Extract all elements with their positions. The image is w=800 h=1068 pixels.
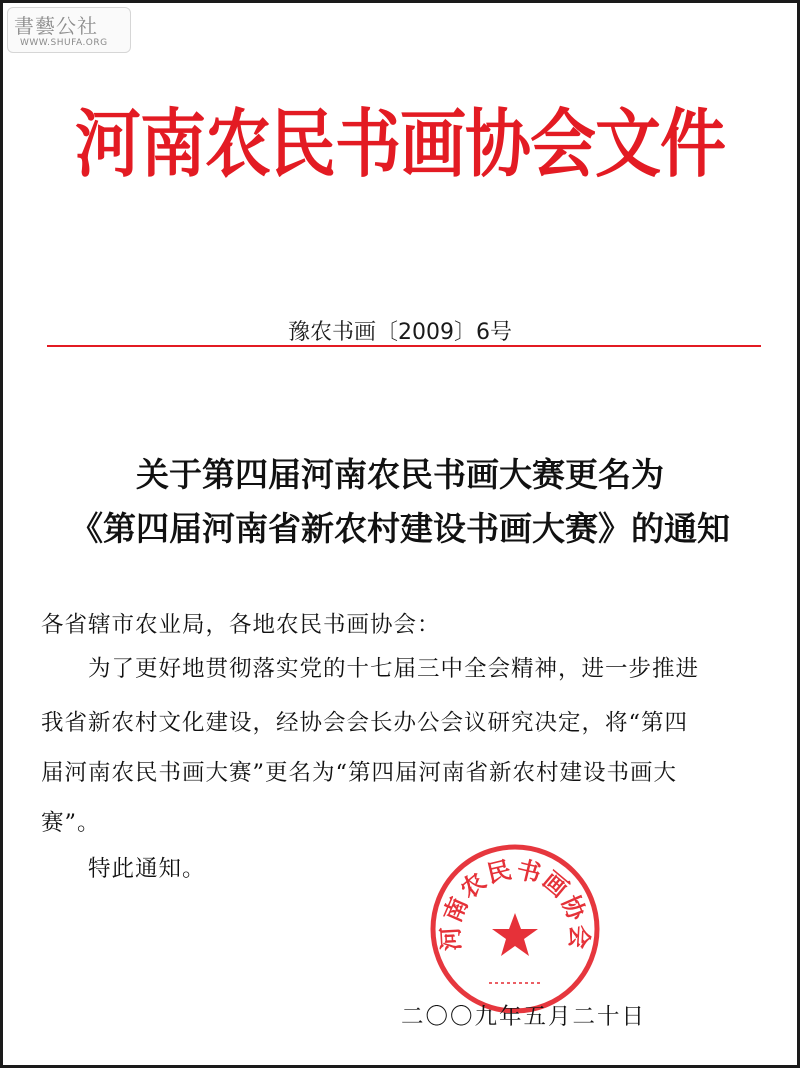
seal-text: 河南农民书画协会 bbox=[435, 854, 595, 952]
document-number: 豫农书画〔2009〕6号 bbox=[288, 320, 512, 345]
closing-remark: 特此通知。 bbox=[41, 856, 206, 882]
watermark-logo-text: 書藝公社 bbox=[14, 14, 98, 38]
red-divider-line bbox=[47, 345, 761, 347]
body-line: 为了更好地贯彻落实党的十七届三中全会精神，进一步推进 bbox=[41, 656, 700, 682]
salutation: 各省辖市农业局，各地农民书画协会： bbox=[41, 612, 441, 638]
watermark-logo bbox=[7, 7, 131, 53]
notice-title-line-2: 《第四届河南省新农村建设书画大赛》的通知 bbox=[70, 509, 730, 548]
body-line: 我省新农村文化建设，经协会会长办公会议研究决定，将“第四 bbox=[41, 710, 689, 736]
official-seal-stamp bbox=[427, 841, 603, 1017]
body-line: 赛”。 bbox=[41, 810, 101, 836]
notice-title-line-1: 关于第四届河南农民书画大赛更名为 bbox=[136, 455, 664, 494]
body-line: 届河南农民书画大赛”更名为“第四届河南省新农村建设书画大 bbox=[41, 760, 678, 786]
issue-date: 二〇〇九年五月二十日 bbox=[401, 1004, 647, 1030]
document-header-title: 河南农民书画协会文件 bbox=[75, 100, 725, 188]
watermark-url: WWW.SHUFA.ORG bbox=[20, 38, 108, 48]
seal-star-icon bbox=[492, 913, 538, 956]
